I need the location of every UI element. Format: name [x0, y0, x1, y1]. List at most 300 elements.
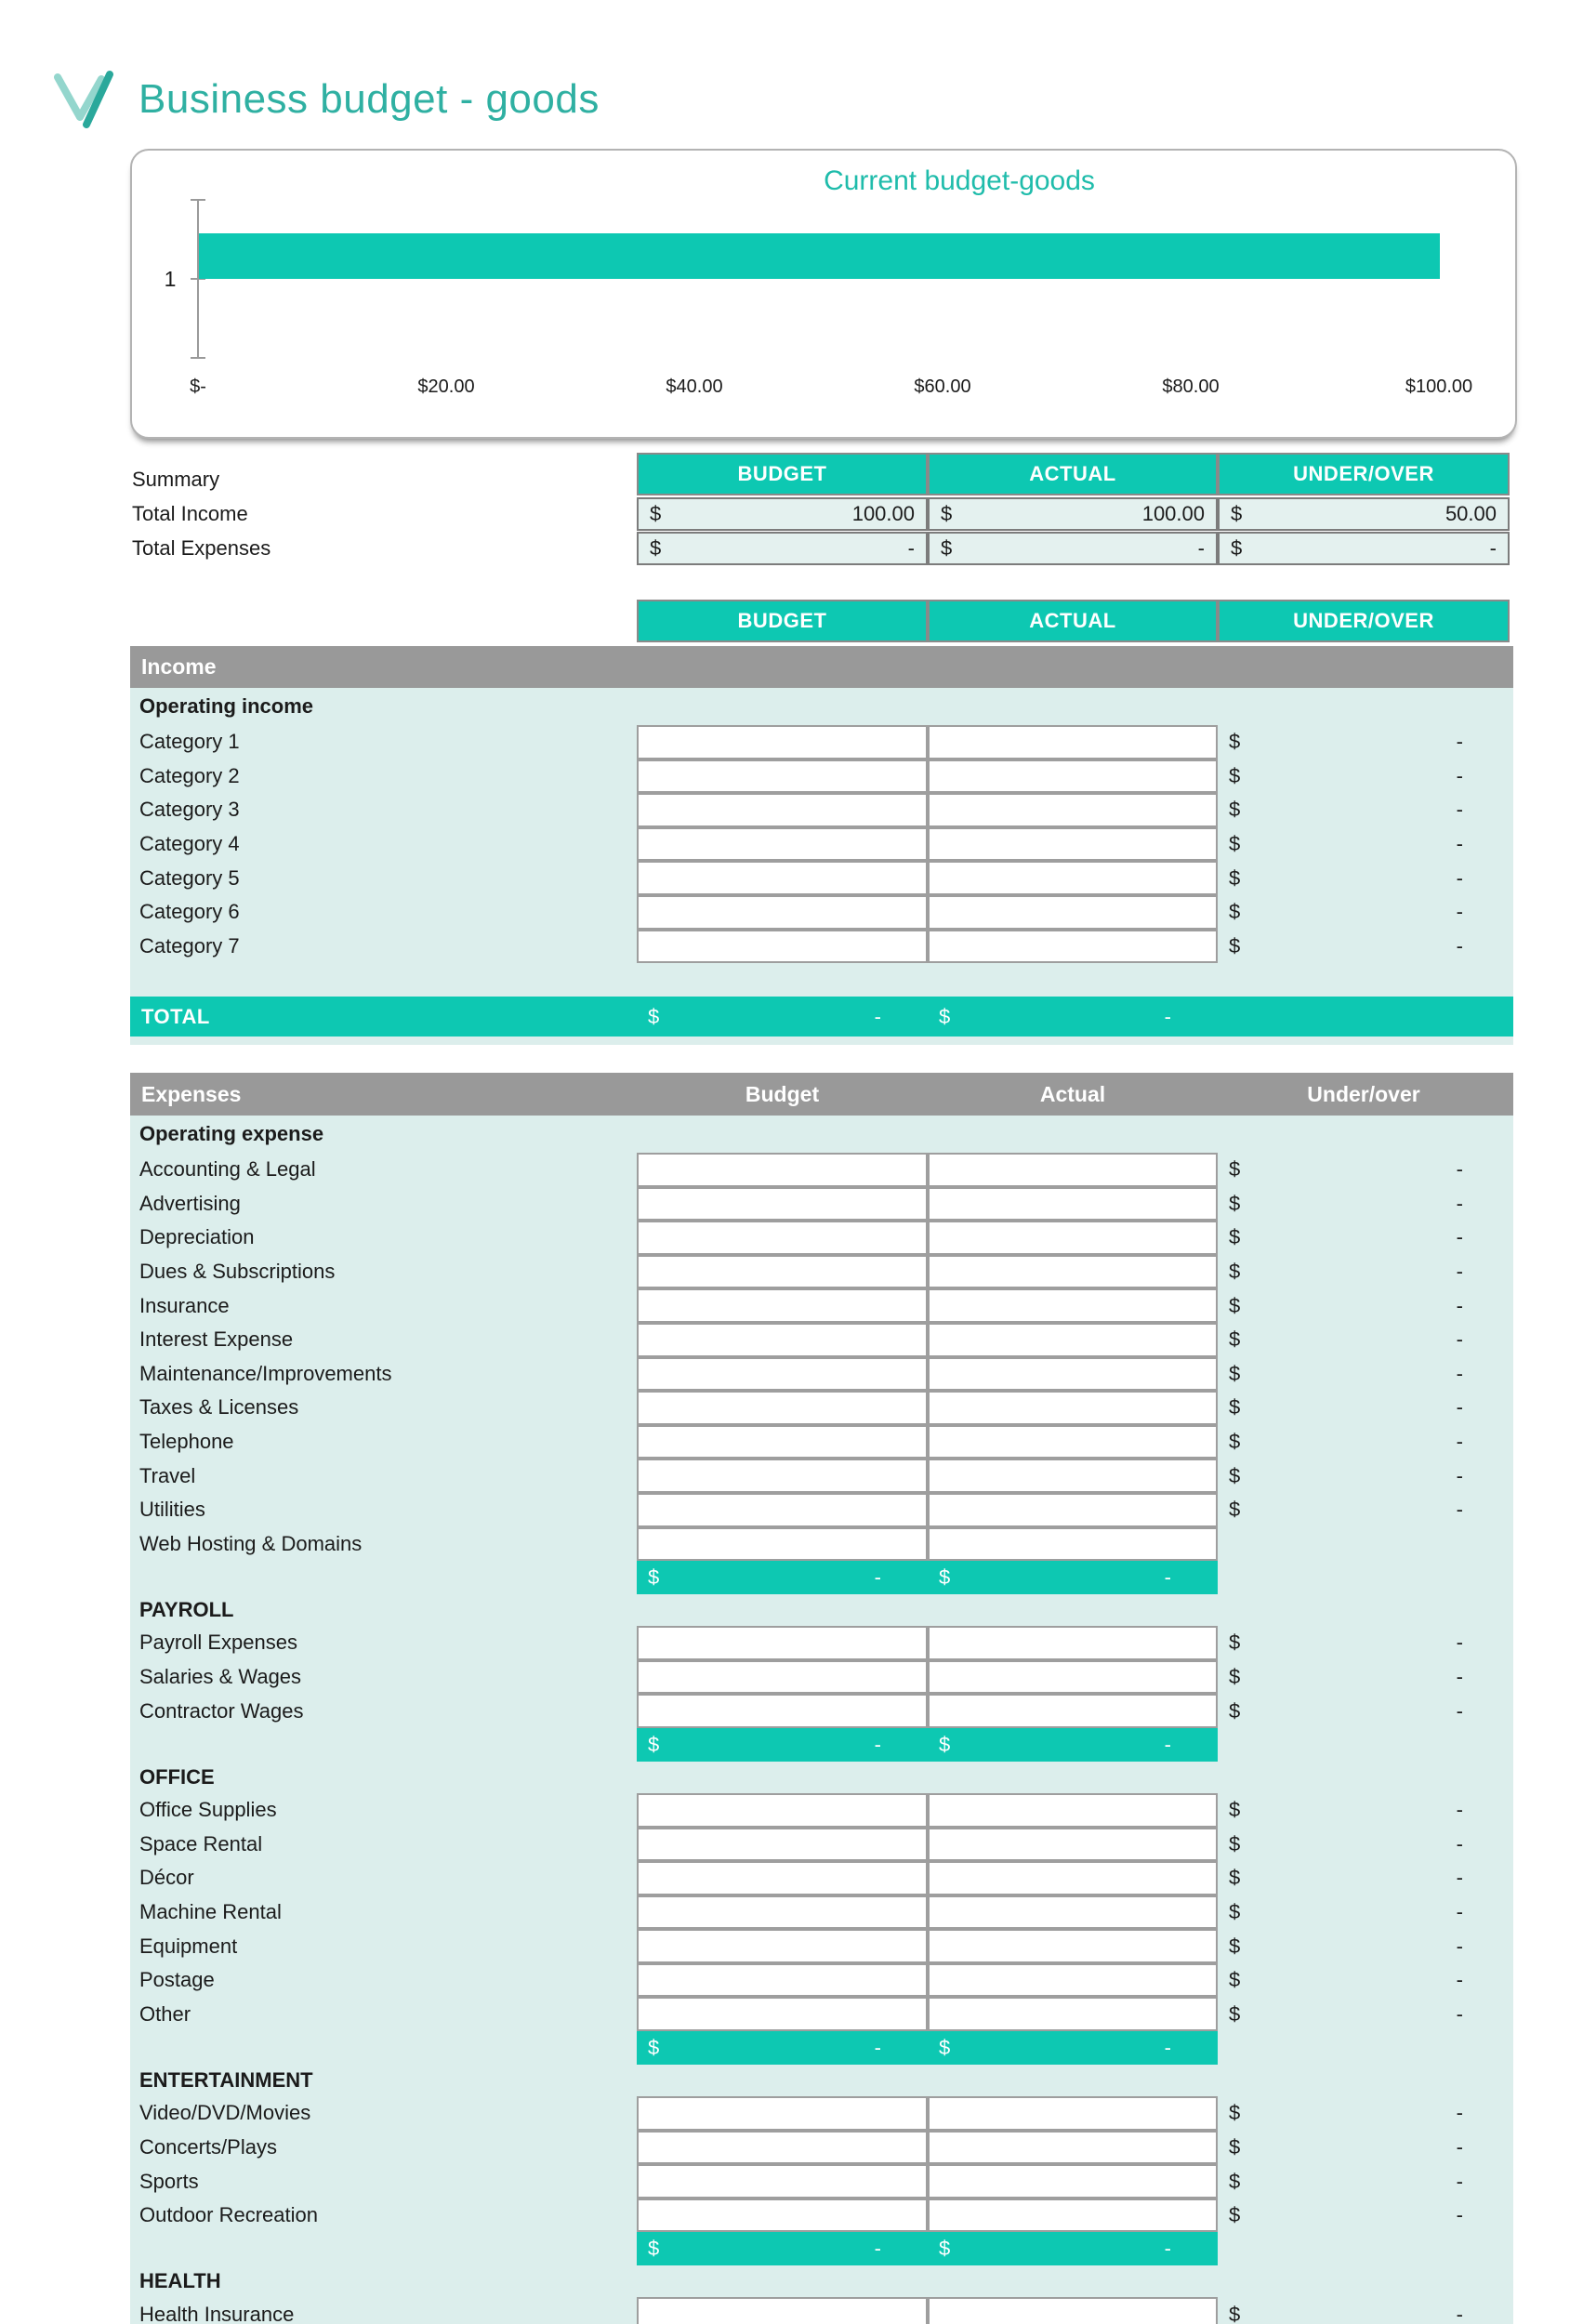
income-col-actual: ACTUAL	[928, 600, 1218, 642]
value: -	[1456, 1934, 1463, 1958]
total-expenses-under-cell[interactable]	[1218, 532, 1510, 565]
expense-actual-cell[interactable]	[928, 2096, 1218, 2131]
expense-under-cell	[1218, 1997, 1510, 2031]
expense-actual-cell[interactable]	[928, 2131, 1218, 2165]
income-category-label: Category 2	[139, 763, 240, 787]
income-col-budget: BUDGET	[637, 600, 928, 642]
expense-under-cell	[1218, 1357, 1510, 1392]
expense-budget-cell[interactable]	[637, 2096, 928, 2131]
currency: $	[1229, 1463, 1241, 1487]
currency: $	[1229, 865, 1241, 890]
expense-actual-cell[interactable]	[928, 1929, 1218, 1963]
expense-budget-cell[interactable]	[637, 1323, 928, 1357]
value: -	[1456, 1327, 1463, 1352]
income-category-actual-cell[interactable]	[928, 827, 1218, 862]
subtotal-pair	[928, 1733, 1218, 1757]
currency: $	[1229, 2101, 1241, 2125]
currency: $	[650, 502, 662, 525]
expense-label: Postage	[139, 1968, 215, 1992]
budget-bar-chart	[130, 149, 1517, 439]
currency: $	[648, 1004, 660, 1028]
currency: $	[1229, 900, 1241, 924]
currency: $	[1229, 1361, 1241, 1385]
subtotal-pair	[928, 2237, 1218, 2261]
expense-budget-cell[interactable]	[637, 1626, 928, 1660]
expense-budget-cell[interactable]	[637, 1255, 928, 1289]
expense-actual-cell[interactable]	[928, 1255, 1218, 1289]
expense-row	[130, 1255, 1513, 1289]
currency: $	[939, 2036, 951, 2060]
chart-x-tick-label: $20.00	[417, 376, 475, 397]
subtotal-pair	[637, 2237, 928, 2261]
income-category-actual-cell[interactable]	[928, 895, 1218, 930]
expense-subtotal-bar	[637, 1561, 1218, 1594]
expense-actual-cell[interactable]	[928, 2297, 1218, 2324]
expense-row	[130, 1187, 1513, 1221]
income-category-label: Category 6	[139, 900, 240, 924]
income-category-under-cell	[1218, 895, 1510, 930]
currency: $	[1229, 2302, 1241, 2324]
expense-label: Web Hosting & Domains	[139, 1531, 363, 1555]
expense-label: Interest Expense	[139, 1327, 294, 1352]
expense-label: Sports	[139, 2169, 199, 2193]
income-category-row	[130, 725, 1513, 759]
value: -	[1456, 2001, 1463, 2026]
expense-actual-cell[interactable]	[928, 2199, 1218, 2233]
expense-actual-cell[interactable]	[928, 1323, 1218, 1357]
expense-subsection-title: HEALTH	[139, 2269, 221, 2293]
currency: $	[1229, 1798, 1241, 1822]
total-expenses-budget-cell[interactable]	[637, 532, 928, 565]
expense-label: Machine Rental	[139, 1899, 282, 1923]
expense-under-cell	[1218, 1459, 1510, 1493]
expense-row	[130, 1425, 1513, 1459]
expense-under-cell	[1218, 1861, 1510, 1895]
summary-col-underover: UNDER/OVER	[1218, 453, 1510, 495]
expense-row	[130, 1288, 1513, 1323]
value: 100.00	[1141, 502, 1205, 525]
expense-budget-cell[interactable]	[637, 1828, 928, 1862]
currency: $	[1229, 933, 1241, 957]
total-income-budget-cell[interactable]	[637, 497, 928, 531]
value: -	[1164, 1732, 1171, 1756]
income-category-under-cell	[1218, 725, 1510, 759]
value: -	[1456, 1395, 1463, 1419]
expense-actual-cell[interactable]	[928, 1626, 1218, 1660]
expense-budget-cell[interactable]	[637, 1459, 928, 1493]
value: -	[1456, 1831, 1463, 1855]
expense-row	[130, 2096, 1513, 2131]
brand-v-logo-icon	[51, 69, 118, 130]
page-title: Business budget - goods	[139, 76, 600, 122]
currency: $	[648, 1565, 660, 1590]
axis-tick	[191, 357, 205, 359]
expense-under-cell	[1218, 1221, 1510, 1255]
currency: $	[1229, 2001, 1241, 2026]
expense-actual-cell[interactable]	[928, 1694, 1218, 1728]
expense-under-cell	[1218, 1694, 1510, 1728]
value: 100.00	[851, 502, 915, 525]
expense-actual-cell[interactable]	[928, 1425, 1218, 1459]
currency: $	[648, 1732, 660, 1756]
expense-row	[130, 2297, 1513, 2324]
income-category-budget-cell[interactable]	[637, 895, 928, 930]
expense-actual-cell[interactable]	[928, 1288, 1218, 1323]
expense-budget-cell[interactable]	[637, 2164, 928, 2199]
expense-budget-cell[interactable]	[637, 1929, 928, 1963]
value: -	[1456, 865, 1463, 890]
expense-budget-cell[interactable]	[637, 1153, 928, 1187]
value: -	[1456, 1899, 1463, 1923]
chart-x-tick-label: $40.00	[666, 376, 723, 397]
expense-label: Maintenance/Improvements	[139, 1361, 392, 1385]
expense-label: Insurance	[139, 1293, 230, 1317]
row-label: Total Expenses	[132, 536, 271, 560]
value: -	[1164, 2237, 1171, 2261]
total-income-under-cell[interactable]	[1218, 497, 1510, 531]
value: -	[1456, 1498, 1463, 1522]
value: -	[1456, 2134, 1463, 2159]
expense-actual-cell[interactable]	[928, 1861, 1218, 1895]
value: -	[1456, 933, 1463, 957]
value: -	[1164, 1565, 1171, 1590]
expense-row	[130, 2199, 1513, 2233]
expense-under-cell	[1218, 1493, 1510, 1527]
expense-row	[130, 1828, 1513, 1862]
currency: $	[939, 1004, 951, 1028]
income-category-budget-cell[interactable]	[637, 930, 928, 964]
summary-total-expenses-row	[130, 532, 1513, 565]
expense-row	[130, 1391, 1513, 1425]
value: -	[1456, 1631, 1463, 1655]
expense-actual-cell[interactable]	[928, 1793, 1218, 1828]
value: -	[1456, 2101, 1463, 2125]
expense-under-cell	[1218, 2131, 1510, 2165]
currency: $	[648, 2036, 660, 2060]
income-category-row	[130, 793, 1513, 827]
expense-row	[130, 1221, 1513, 1255]
expense-actual-cell[interactable]	[928, 1221, 1218, 1255]
expense-under-cell	[1218, 1793, 1510, 1828]
value: -	[1164, 2036, 1171, 2060]
value: -	[1456, 1260, 1463, 1284]
expense-actual-cell[interactable]	[928, 1828, 1218, 1862]
page-header	[51, 69, 600, 130]
expense-budget-cell[interactable]	[637, 1861, 928, 1895]
income-col-underover: UNDER/OVER	[1218, 600, 1510, 642]
expense-row	[130, 2164, 1513, 2199]
income-category-actual-cell[interactable]	[928, 759, 1218, 794]
currency: $	[1229, 1665, 1241, 1689]
income-section-title: Income	[141, 654, 217, 679]
value: -	[874, 1565, 881, 1590]
chart-x-tick-label: $60.00	[914, 376, 971, 397]
income-group-title: Operating income	[139, 694, 314, 718]
expense-budget-cell[interactable]	[637, 1357, 928, 1392]
expense-budget-cell[interactable]	[637, 1493, 928, 1527]
income-category-budget-cell[interactable]	[637, 793, 928, 827]
expense-under-cell	[1218, 1527, 1510, 1562]
expense-label: Other	[139, 2001, 191, 2026]
expense-row	[130, 1929, 1513, 1963]
expense-label: Advertising	[139, 1191, 241, 1215]
currency: $	[1229, 1157, 1241, 1182]
income-category-under-cell	[1218, 930, 1510, 964]
currency: $	[1229, 1260, 1241, 1284]
expense-budget-cell[interactable]	[637, 1694, 928, 1728]
expenses-section-title: Expenses	[141, 1081, 242, 1106]
expense-row	[130, 1323, 1513, 1357]
expense-budget-cell[interactable]	[637, 1187, 928, 1221]
total-income-actual-cell[interactable]	[928, 497, 1218, 531]
total-actual	[928, 1005, 1218, 1029]
currency: $	[1229, 1899, 1241, 1923]
expense-budget-cell[interactable]	[637, 1391, 928, 1425]
currency: $	[1231, 502, 1243, 525]
currency: $	[1229, 1631, 1241, 1655]
expense-row	[130, 1357, 1513, 1392]
expense-under-cell	[1218, 2096, 1510, 2131]
currency: $	[1229, 1191, 1241, 1215]
expense-label: Health Insurance	[139, 2302, 295, 2324]
total-expenses-actual-cell[interactable]	[928, 532, 1218, 565]
expense-budget-cell[interactable]	[637, 1660, 928, 1695]
expense-label: Space Rental	[139, 1831, 263, 1855]
expenses-group-title: Operating expense	[139, 1122, 324, 1145]
value: -	[907, 536, 915, 560]
income-category-under-cell	[1218, 759, 1510, 794]
currency: $	[1229, 1498, 1241, 1522]
expense-budget-cell[interactable]	[637, 1895, 928, 1930]
currency: $	[1229, 798, 1241, 822]
income-category-actual-cell[interactable]	[928, 725, 1218, 759]
expense-under-cell	[1218, 2164, 1510, 2199]
expense-label: Depreciation	[139, 1225, 255, 1249]
value: -	[1456, 900, 1463, 924]
expense-actual-cell[interactable]	[928, 1153, 1218, 1187]
income-category-label: Category 7	[139, 933, 240, 957]
expense-label: Telephone	[139, 1430, 234, 1454]
expense-under-cell	[1218, 2199, 1510, 2233]
expenses-col-actual: Actual	[1039, 1081, 1106, 1106]
chart-title: Current budget-goods	[824, 165, 1095, 196]
summary-col-actual: ACTUAL	[928, 453, 1218, 495]
expense-budget-cell[interactable]	[637, 2199, 928, 2233]
value: -	[1164, 1004, 1171, 1028]
expense-label: Salaries & Wages	[139, 1665, 302, 1689]
chart-category-label: 1	[164, 267, 177, 291]
expense-row	[130, 1459, 1513, 1493]
summary-header-row	[130, 453, 1513, 495]
total-budget	[637, 1005, 928, 1029]
expense-label: Décor	[139, 1866, 194, 1890]
expense-label: Video/DVD/Movies	[139, 2101, 311, 2125]
value: 50.00	[1444, 502, 1497, 525]
value: -	[1456, 2203, 1463, 2227]
expense-actual-cell[interactable]	[928, 1187, 1218, 1221]
income-category-label: Category 4	[139, 832, 240, 856]
subtotal-pair	[637, 1565, 928, 1590]
expenses-section	[130, 1116, 1513, 2324]
expense-under-cell	[1218, 1255, 1510, 1289]
value: -	[1456, 1157, 1463, 1182]
income-category-budget-cell[interactable]	[637, 725, 928, 759]
value: -	[1456, 1698, 1463, 1723]
value: -	[1456, 2169, 1463, 2193]
expense-label: Utilities	[139, 1498, 205, 1522]
expense-label: Office Supplies	[139, 1798, 277, 1822]
summary-total-income-row	[130, 497, 1513, 531]
expense-row	[130, 1626, 1513, 1660]
value: -	[1456, 832, 1463, 856]
currency: $	[939, 2237, 951, 2261]
expense-subsection-title: PAYROLL	[139, 1598, 234, 1622]
currency: $	[1229, 1968, 1241, 1992]
income-category-actual-cell[interactable]	[928, 861, 1218, 895]
value: -	[1456, 1968, 1463, 1992]
expense-under-cell	[1218, 1288, 1510, 1323]
value: -	[1456, 798, 1463, 822]
expense-actual-cell[interactable]	[928, 1963, 1218, 1998]
expense-under-cell	[1218, 2297, 1510, 2324]
subtotal-pair	[637, 1733, 928, 1757]
subtotal-pair	[637, 2036, 928, 2060]
currency: $	[939, 1732, 951, 1756]
income-header-row	[130, 600, 1513, 642]
expense-budget-cell[interactable]	[637, 1425, 928, 1459]
income-category-label: Category 3	[139, 798, 240, 822]
currency: $	[1229, 1430, 1241, 1454]
expense-subtotal-bar	[637, 1728, 1218, 1762]
expense-actual-cell[interactable]	[928, 1895, 1218, 1930]
income-category-row	[130, 930, 1513, 964]
value: -	[874, 1004, 881, 1028]
currency: $	[1231, 536, 1243, 560]
income-section-band	[130, 646, 1513, 688]
expense-budget-cell[interactable]	[637, 1793, 928, 1828]
expense-under-cell	[1218, 1828, 1510, 1862]
expense-subtotal-bar	[637, 2232, 1218, 2265]
income-category-budget-cell[interactable]	[637, 861, 928, 895]
income-category-actual-cell[interactable]	[928, 930, 1218, 964]
expense-row	[130, 1694, 1513, 1728]
currency: $	[650, 536, 662, 560]
value: -	[1456, 730, 1463, 754]
value: -	[1489, 536, 1497, 560]
currency: $	[1229, 1293, 1241, 1317]
expense-row	[130, 1963, 1513, 1998]
expense-actual-cell[interactable]	[928, 1459, 1218, 1493]
value: -	[1456, 1191, 1463, 1215]
value: -	[1456, 1866, 1463, 1890]
expense-budget-cell[interactable]	[637, 1997, 928, 2031]
value: -	[1456, 1463, 1463, 1487]
currency: $	[1229, 763, 1241, 787]
currency: $	[648, 2237, 660, 2261]
currency: $	[1229, 730, 1241, 754]
expense-actual-cell[interactable]	[928, 2164, 1218, 2199]
value: -	[874, 1732, 881, 1756]
expense-budget-cell[interactable]	[637, 1527, 928, 1562]
currency: $	[1229, 832, 1241, 856]
value: -	[1456, 1665, 1463, 1689]
chart-x-tick-label: $-	[190, 376, 206, 397]
expense-row	[130, 1861, 1513, 1895]
expense-row	[130, 1153, 1513, 1187]
expense-actual-cell[interactable]	[928, 1493, 1218, 1527]
expense-under-cell	[1218, 1660, 1510, 1695]
income-category-label: Category 1	[139, 730, 240, 754]
expense-actual-cell[interactable]	[928, 1357, 1218, 1392]
expense-under-cell	[1218, 1895, 1510, 1930]
value: -	[1197, 536, 1205, 560]
expense-actual-cell[interactable]	[928, 1997, 1218, 2031]
expense-budget-cell[interactable]	[637, 1288, 928, 1323]
income-category-under-cell	[1218, 827, 1510, 862]
value: -	[874, 2237, 881, 2261]
expenses-col-underover: Under/over	[1307, 1081, 1420, 1106]
currency: $	[1229, 1934, 1241, 1958]
expense-row	[130, 1527, 1513, 1562]
subtotal-pair	[928, 2036, 1218, 2060]
currency: $	[1229, 2203, 1241, 2227]
expense-subtotal-bar	[637, 2031, 1218, 2065]
value: -	[1456, 2302, 1463, 2324]
summary-col-budget: BUDGET	[637, 453, 928, 495]
expenses-section-band	[130, 1073, 1513, 1116]
expense-under-cell	[1218, 1626, 1510, 1660]
currency: $	[941, 536, 953, 560]
income-category-actual-cell[interactable]	[928, 793, 1218, 827]
total-label: TOTAL	[141, 1004, 210, 1028]
value: -	[1456, 1430, 1463, 1454]
currency: $	[1229, 1698, 1241, 1723]
expenses-col-budget: Budget	[745, 1081, 820, 1106]
expense-actual-cell[interactable]	[928, 1527, 1218, 1562]
chart-x-tick-label: $80.00	[1162, 376, 1220, 397]
expense-actual-cell[interactable]	[928, 1660, 1218, 1695]
expense-label: Concerts/Plays	[139, 2134, 277, 2159]
expense-row	[130, 1660, 1513, 1695]
expense-under-cell	[1218, 1425, 1510, 1459]
income-category-label: Category 5	[139, 865, 240, 890]
value: -	[874, 2036, 881, 2060]
expense-under-cell	[1218, 1929, 1510, 1963]
chart-x-tick-label: $100.00	[1405, 376, 1473, 397]
income-category-row	[130, 759, 1513, 794]
expense-under-cell	[1218, 1153, 1510, 1187]
expense-budget-cell[interactable]	[637, 2297, 928, 2324]
currency: $	[1229, 1327, 1241, 1352]
income-category-row	[130, 895, 1513, 930]
expense-row	[130, 1793, 1513, 1828]
expense-under-cell	[1218, 1391, 1510, 1425]
value: -	[1456, 1361, 1463, 1385]
income-category-row	[130, 861, 1513, 895]
expense-budget-cell[interactable]	[637, 1963, 928, 1998]
income-category-row	[130, 827, 1513, 862]
income-total-row	[130, 997, 1513, 1037]
expense-actual-cell[interactable]	[928, 1391, 1218, 1425]
income-category-under-cell	[1218, 793, 1510, 827]
income-category-budget-cell[interactable]	[637, 759, 928, 794]
chart-x-axis-labels	[132, 376, 1515, 404]
subtotal-pair	[928, 1565, 1218, 1590]
income-category-budget-cell[interactable]	[637, 827, 928, 862]
expense-budget-cell[interactable]	[637, 1221, 928, 1255]
expense-budget-cell[interactable]	[637, 2131, 928, 2165]
currency: $	[1229, 1395, 1241, 1419]
